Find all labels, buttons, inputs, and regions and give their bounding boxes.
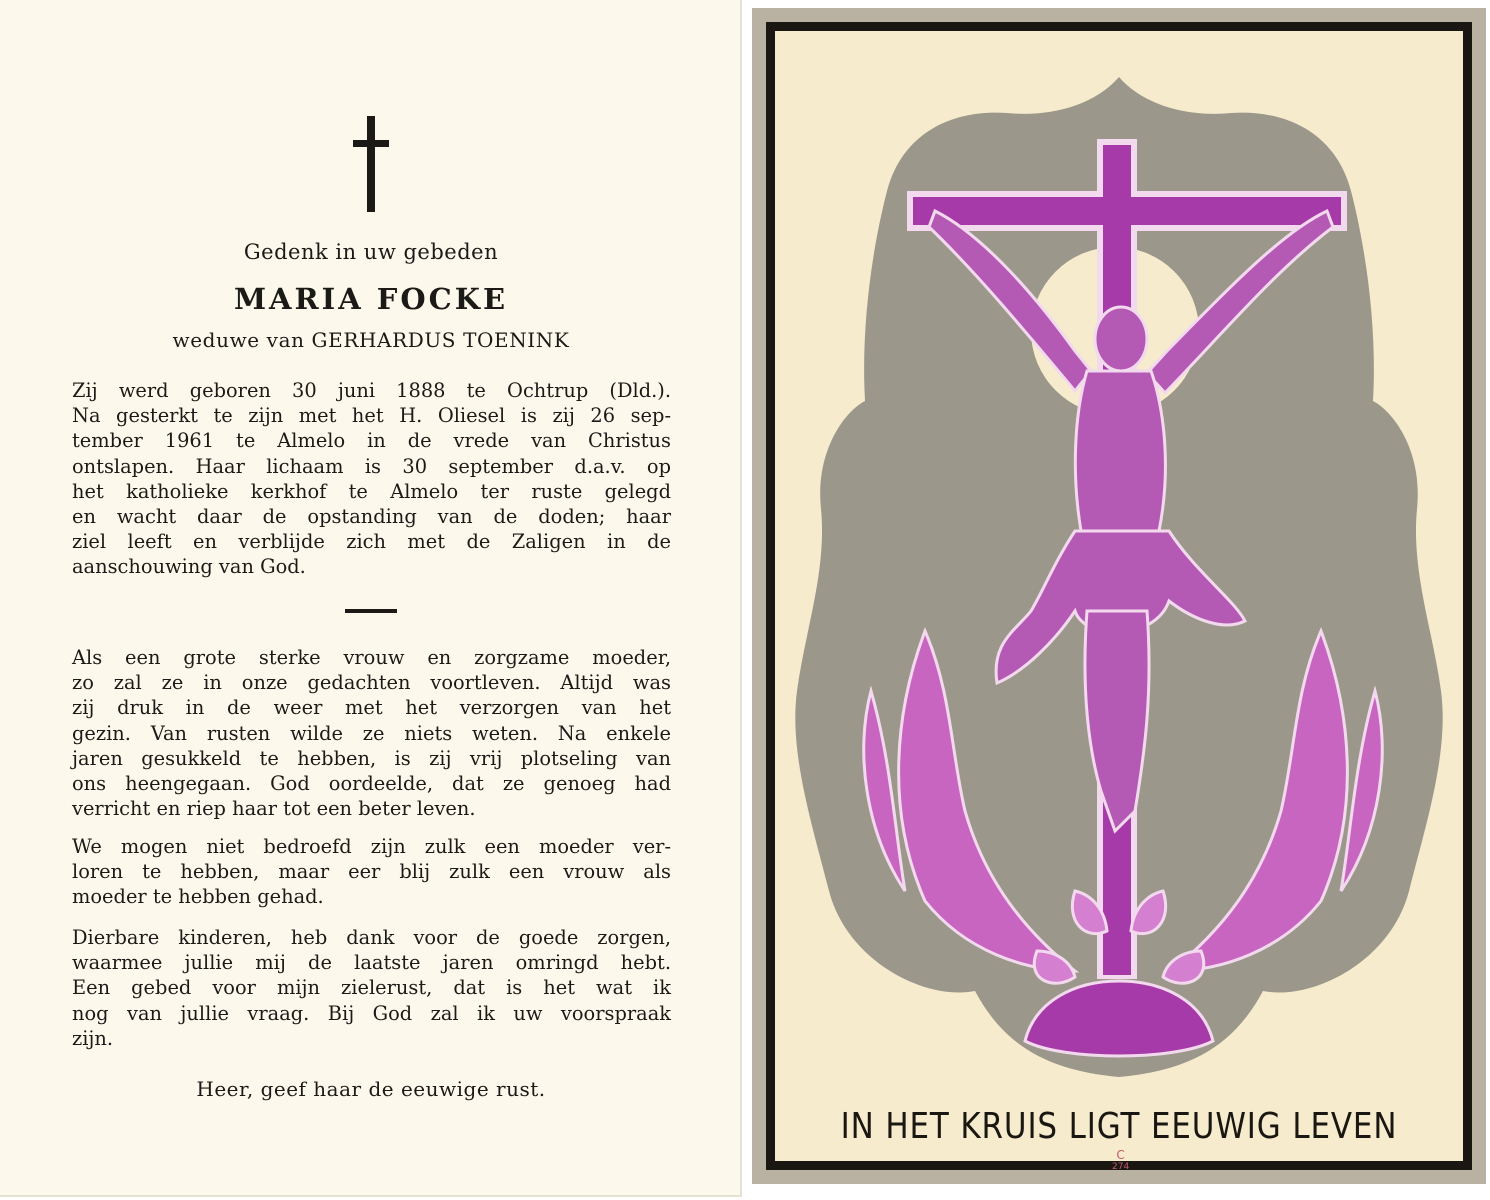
text-line: ziel leeft en verblijde zich met de Zaligen in de [72, 530, 671, 554]
prayer-card-text-side [0, 0, 742, 1197]
motto-caption: IN HET KRUIS LIGT EEUWIG LEVEN [840, 1106, 1398, 1147]
text-line: loren te hebben, maar eer blij zulk een vrouw als [72, 860, 671, 884]
text-line: We mogen niet bedroefd zijn zulk een moeder ver- [72, 835, 671, 858]
text-line: Een gebed voor mijn zielerust, dat is het wat ik [72, 976, 671, 1000]
remembrance-paragraph [72, 645, 671, 821]
text-line: Als een grote sterke vrouw en zorgzame moeder, [72, 646, 671, 669]
image-frame [766, 22, 1472, 1170]
text-line: het katholieke kerkhof te Almelo ter ruste gelegd [72, 479, 671, 503]
farewell-paragraph [72, 925, 671, 1051]
text-line: Na gesterkt te zijn met het H. Oliesel is zij 26 sep- [72, 404, 671, 428]
text-line: tember 1961 te Almelo in de vrede van Christus [72, 429, 671, 453]
deceased-name: MARIA FOCKE [233, 282, 509, 316]
text-line: waarmee jullie mij de laatste jaren omringd hebt. [72, 951, 671, 975]
text-line: Dierbare kinderen, heb dank voor de goede zorgen, [72, 926, 671, 949]
closing-prayer: Heer, geef haar de eeuwige rust. [196, 1077, 546, 1101]
text-line: ons heengegaan. God oordeelde, dat ze genoeg had [72, 771, 671, 795]
text-line: zijn. [72, 1026, 114, 1050]
consolation-paragraph [72, 834, 671, 910]
text-line: zij druk in de weer met het verzorgen van het [72, 696, 671, 720]
text-line: aanschouwing van God. [72, 555, 306, 579]
cross-beam [913, 197, 1341, 225]
text-line: nog van jullie vraag. Bij God zal ik uw voorspraak [72, 1001, 671, 1025]
section-divider [345, 609, 397, 613]
text-line: ontslapen. Haar lichaam is 30 september d.a.v. op [72, 454, 671, 478]
text-line: Zij werd geboren 30 juni 1888 te Ochtrup (Dld.). [72, 379, 671, 402]
text-line: gezin. Van rusten wilde ze niets weten. Na enkele [72, 721, 671, 745]
text-line: en wacht daar de opstanding van de doden; haar [72, 504, 671, 528]
prayer-card-image-side [752, 8, 1486, 1184]
greeting-line: Gedenk in uw gebeden [243, 240, 499, 264]
text-line: jaren gesukkeld te hebben, is zij vrij plotseling van [72, 746, 671, 770]
printer-mark-number: 274 [1112, 1162, 1130, 1172]
widow-of-line: weduwe van GERHARDUS TOENINK [172, 328, 570, 352]
cross-icon [353, 116, 389, 212]
printer-mark [1112, 1149, 1129, 1173]
biography-paragraph [72, 378, 671, 580]
text-line: verricht en riep haar tot een beter leven. [72, 797, 476, 821]
text-line: moeder te hebben gehad. [72, 885, 324, 909]
text-line: zo zal ze in onze gedachten voortleven. Altijd was [72, 671, 671, 695]
printer-mark-letter: C [1116, 1148, 1125, 1162]
crucifix-illustration [775, 31, 1463, 1161]
